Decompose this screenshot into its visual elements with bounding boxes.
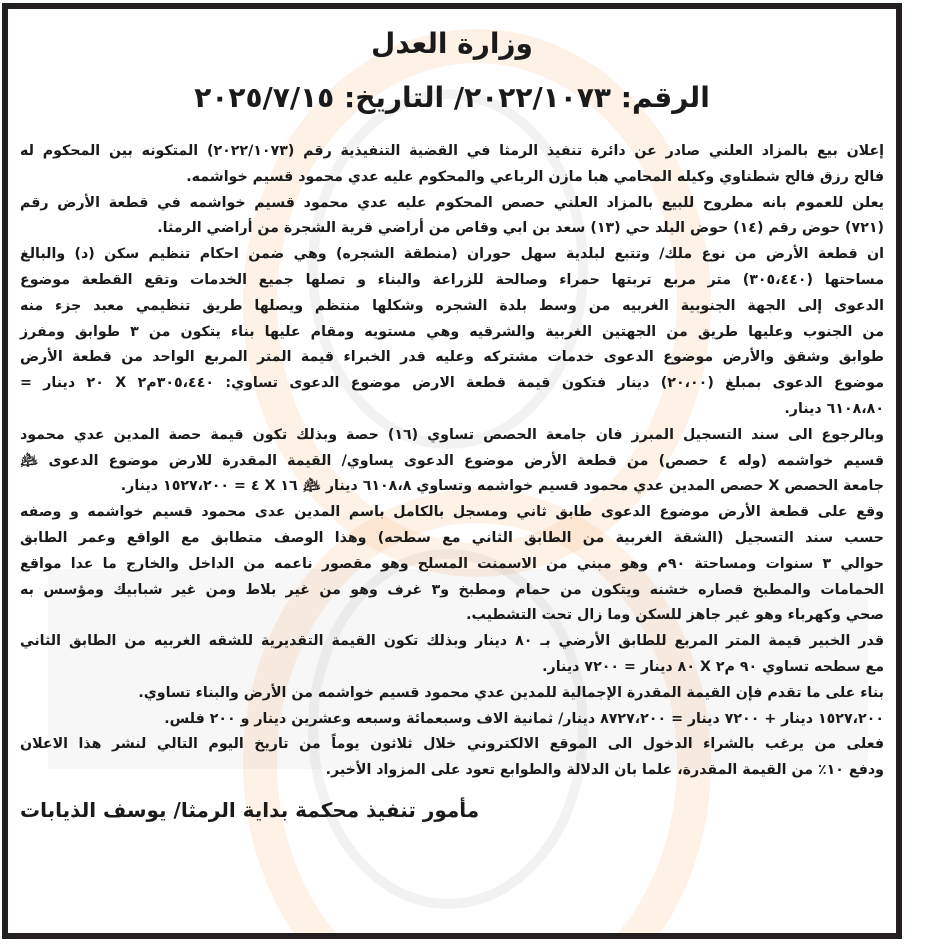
- notice-body: [20, 139, 884, 784]
- text-line: ان قطعة الأرض من نوع ملك/ وتتبع لبلدية سهل حوران (منطقة الشجره) وهي ضمن احكام تنظيم سكن (د) والبالغ: [20, 246, 884, 263]
- text-line: الحمامات والمطبخ قصاره خشنه ويتكون من حمام ومطبخ و٣ غرف وهو من غير بلاط ومن غير شبابيك ومؤسس به: [20, 581, 884, 598]
- text-line: حسب سند التسجيل (الشقة الغربية من الطابق الثاني مع سطحه) وهذا الوصف متطابق مع الواقع وعمر الطابق: [20, 529, 884, 546]
- text-line: ودفع ١٠٪ من القيمة المقدرة، علما بان الدلالة والطوابع تعود على المزواد الأخير.: [325, 762, 884, 779]
- text-line: ٦١٠٨،٨٠ دينار.: [784, 400, 884, 417]
- text-line: جامعة الحصص X حصص المدين عدي محمود قسيم خواشمه وتساوي ٦١٠٨،٨ دينار ﵇ ١٦ X ٤ = ١٥٢٧،٢٠٠ دينار.: [120, 478, 884, 495]
- text-line: إعلان بيع بالمزاد العلني صادر عن دائرة تنفيذ الرمثا في القضية التنفيذية رقم (٢٠٢٢/١٠٧٣) المتكونه بين المحكوم له: [20, 143, 885, 159]
- ministry-title: وزارة العدل: [371, 27, 533, 60]
- reference-and-date: الرقم: ٢٠٢٢/١٠٧٣/ التاريخ: ٢٠٢٥/٧/١٥: [194, 81, 710, 114]
- text-line: الدعوى إلى الجهة الجنوبية الغربيه من وسط بلدة الشجره وشكلها منتظم ويصلها طريق تنظيمي معبد جزء منه: [20, 297, 884, 314]
- notice-content: [8, 27, 896, 822]
- text-line: فالح رزق فالح شطناوي وكيله المحامي هبا مازن الرباعي والمحكوم عليه عدي محمود قسيم خواشمه.: [186, 168, 884, 185]
- text-line: بناء على ما تقدم فإن القيمة المقدرة الإجمالية للمدين عدي محمود قسيم خواشمه من الأرض والبناء تساوي.: [138, 684, 884, 701]
- text-line: حوالي ٣ سنوات ومساحتة ٩٠م وهو مبني من الاسمنت المسلح وهو مقصور ناعمه من الداخل والخارج ما عدا مواقع: [20, 555, 884, 572]
- text-line: مساحتها (٣٠٥،٤٤٠) متر مربع تربتها حمراء وصالحة للزراعة والبناء و تصلها جميع الخدمات وتقع القطعة موضوع: [20, 271, 884, 288]
- text-line: (٧٢١) حوض رقم (١٤) حوض البلد حي (١٣) سعد بن ابي وقاص من أراضي قرية الشجرة من أراضي الرمثا.: [157, 220, 884, 237]
- signature: مأمور تنفيذ محكمة بداية الرمثا/ يوسف الذيابات: [20, 797, 480, 822]
- text-line: مع سطحه تساوي ٩٠ م٢ X ٨٠ دينار = ٧٢٠٠ دينار.: [542, 658, 884, 675]
- text-line: طوابق وشقق والأرض موضوع الدعوى خدمات مشتركه وعليه قدر الخبراء قيمة المتر المربع الواحد من قطعة الأرض: [20, 349, 884, 366]
- text-line: فعلى من يرغب بالشراء الدخول الى الموقع الالكتروني خلال ثلاثون يوماً من تاريخ اليوم التالي لنشر هذا الاعلان: [20, 736, 884, 753]
- text-line: وقع على قطعة الأرض موضوع الدعوى طابق ثاني ومسجل بالكامل باسم المدين عدى محمود قسيم خواشمه و وصفه: [20, 504, 884, 521]
- text-line: قدر الخبير قيمة المتر المربع للطابق الأرضي بـ ٨٠ دينار وبذلك تكون القيمة التقديرية للشقه الغربيه من الطابق الثاني: [20, 633, 884, 650]
- signature-row: [20, 784, 884, 822]
- text-line: صحي وكهرباء وهو غير جاهز للسكن وما زال تحت التشطيب.: [466, 607, 884, 624]
- text-line: يعلن للعموم بانه مطروح للبيع بالمزاد العلني حصص المحكوم عليه عدي محمود قسيم خواشمه في قطعة الأرض رقم: [20, 194, 884, 211]
- text-line: قسيم خواشمه (وله ٤ حصص) من قطعة الأرض موضوع الدعوى يساوي/ القيمة المقدرة للارض موضوع الدعوى ﵇: [20, 452, 884, 469]
- text-line: ١٥٢٧،٢٠٠ دينار + ٧٢٠٠ دينار = ٨٧٢٧،٢٠٠ دينار/ ثمانية الاف وسبعمائة وسبعه وعشرين دينار و ٢٠٠ فلس.: [164, 710, 884, 727]
- text-line: من الجنوب وعليها طريق من الجهتين الغربية والشرقيه وهي مستويه ومقام عليها بناء يتكون من ٣ طوابق ومفرز: [20, 323, 884, 340]
- notice-frame: [2, 3, 902, 939]
- text-line: موضوع الدعوى بمبلغ (٢٠،٠٠) دينار فتكون قيمة قطعة الارض موضوع الدعوى تساوي: ٣٠٥،٤٤٠م٢ X ٢٠ دينار =: [20, 375, 884, 392]
- text-line: وبالرجوع الى سند التسجيل المبرز فان جامعة الحصص تساوي (١٦) حصة وبذلك تكون قيمة حصة المدين عدي محمود: [20, 426, 884, 443]
